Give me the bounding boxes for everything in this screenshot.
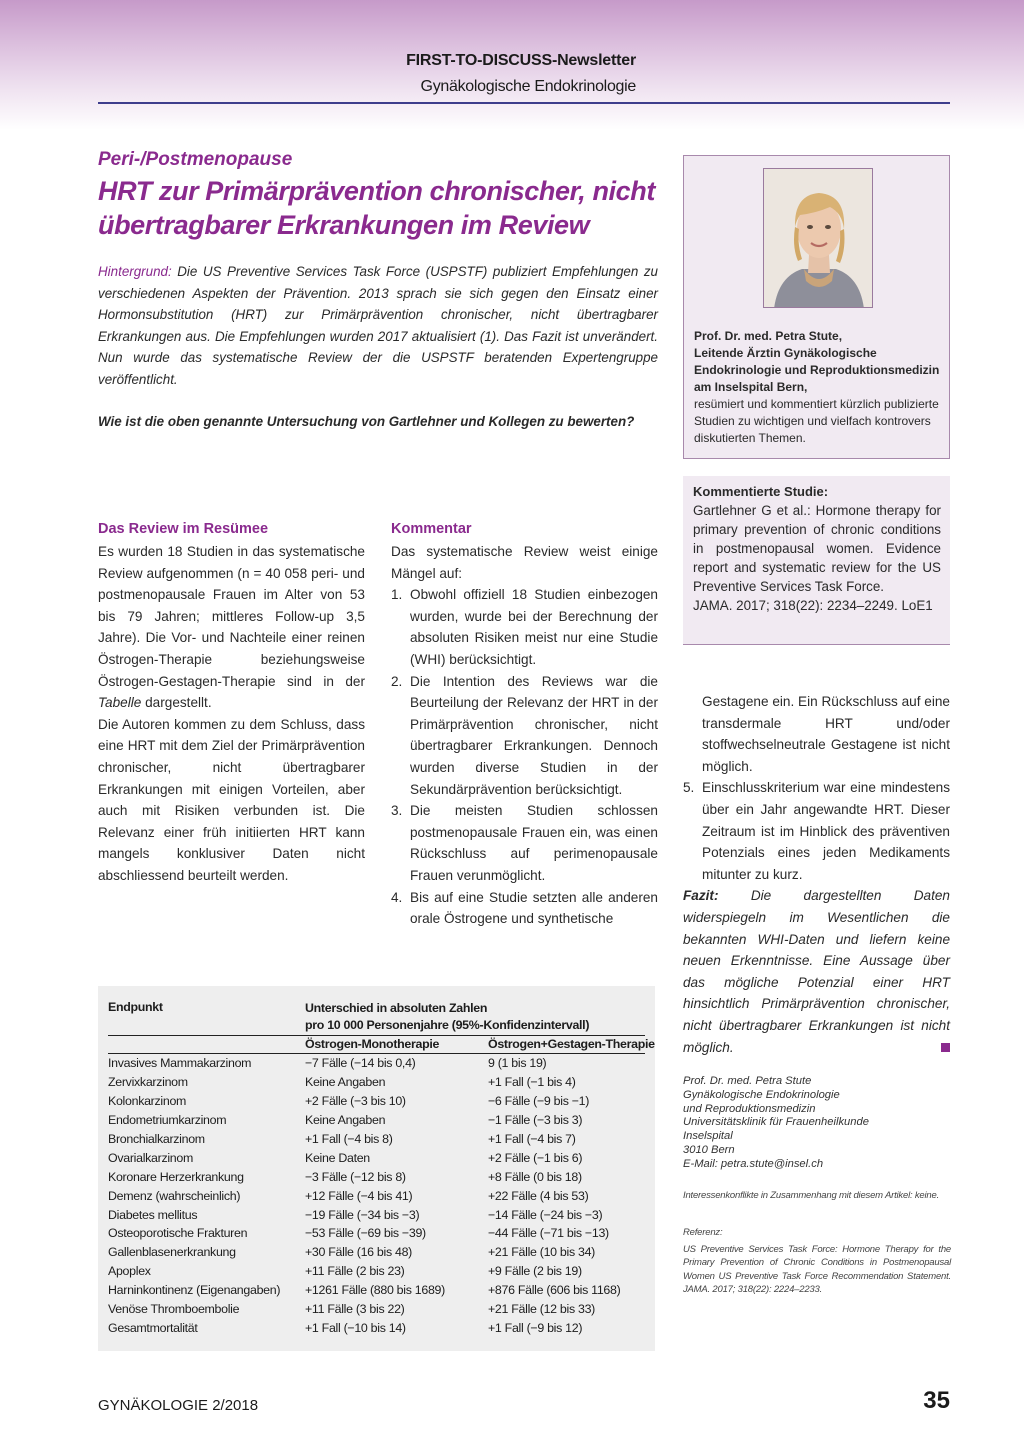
table-cell-endpoint: Venöse Thromboembolie: [108, 1302, 240, 1317]
table-cell-mono: +30 Fälle (16 bis 48): [305, 1245, 413, 1260]
table-cell-combo: +8 Fälle (0 bis 18): [488, 1169, 582, 1184]
sidebar-author-name: Prof. Dr. med. Petra Stute,: [694, 329, 843, 343]
table-cell-endpoint: Demenz (wahrscheinlich): [108, 1188, 241, 1203]
list-item: [683, 691, 950, 777]
author-email: E-Mail: petra.stute@insel.ch: [683, 1157, 824, 1170]
table-cell-combo: +876 Fälle (606 bis 1168): [488, 1283, 621, 1298]
table-row: [108, 1187, 645, 1206]
table-cell-combo: −44 Fälle (−71 bis −13): [488, 1226, 609, 1241]
review-column: [98, 519, 365, 887]
intro-text: Die US Preventive Services Task Force (USPSTF) publiziert Empfehlungen zu verschiedenen Aspekten der Prävention. 2013 sprach sie sich gegen den Einsatz einer Hormonsubstitution (HRT) zur Primärprävention chronischer, nicht übertragbarer Erkrankungen aus. Die Empfehlungen wurden 2017 aktualisiert (1). Das Fazit ist unverändert. Nun wurde das systematische Review der die USPSTF beratenden Expertengruppe veröffentlicht.: [98, 264, 658, 387]
comment-column-continued: [683, 691, 950, 1058]
table-row: [108, 1281, 645, 1300]
author-sidebar: [683, 155, 950, 459]
list-item: [391, 584, 658, 670]
table-cell-endpoint: Harninkontinenz (Eigenangaben): [108, 1283, 281, 1298]
table-cell-mono: +1 Fall (−4 bis 8): [305, 1131, 393, 1146]
table-row: [108, 1206, 645, 1225]
table-cell-combo: +21 Fälle (12 bis 33): [488, 1302, 596, 1317]
intro-label: Hintergrund:: [98, 264, 172, 279]
table-subheader-combo: Östrogen+Gestagen-Therapie: [488, 1037, 655, 1051]
table-cell-mono: −19 Fälle (−34 bis −3): [305, 1207, 420, 1222]
table-cell-mono: Keine Daten: [305, 1150, 370, 1165]
table-cell-mono: −53 Fälle (−69 bis −39): [305, 1226, 426, 1241]
conflict-statement: Interessenkonflikte in Zusammenhang mit diesem Artikel: keine.: [683, 1190, 940, 1201]
review-paragraph-1: [98, 541, 365, 714]
table-row: [108, 1319, 645, 1338]
list-text: Bis auf eine Studie setzten alle anderen orale Östrogene und synthetische: [410, 889, 658, 927]
table-row: [108, 1262, 645, 1281]
comment-heading: Kommentar: [391, 521, 472, 537]
table-cell-mono: Keine Angaben: [305, 1112, 386, 1127]
table-cell-combo: +21 Fälle (10 bis 34): [488, 1245, 596, 1260]
fazit-paragraph: [683, 885, 950, 1058]
table-cell-combo: −1 Fälle (−3 bis 3): [488, 1112, 583, 1127]
table-cell-mono: −3 Fälle (−12 bis 8): [305, 1169, 406, 1184]
page-number: 35: [923, 1387, 950, 1414]
headline-line-1: HRT zur Primärprävention chronischer, nicht: [98, 176, 655, 206]
lead-question: Wie ist die oben genannte Untersuchung von Gartlehner und Kollegen zu bewerten?: [98, 414, 635, 429]
list-text: Gestagene ein. Ein Rückschluss auf eine transdermale HRT und/oder stoffwechselneutrale Gestagene ist nicht möglich.: [702, 694, 950, 774]
fazit-text: Die dargestellten Daten widerspiegeln im Wesentlichen die bekannten WHI-Daten und liefern keine neuen Erkenntnisse. Eine Aussage über das mögliche Potenzial einer HRT hinsichtlich Primärprävention chronischer, nicht übertragbarer Erkrankungen ist nicht möglich.: [683, 888, 950, 1055]
comment-column: [391, 519, 658, 930]
table-cell-endpoint: Gesamtmortalität: [108, 1321, 198, 1336]
list-item: [391, 800, 658, 886]
reference-label: Referenz:: [683, 1227, 723, 1238]
table-cell-combo: −6 Fälle (−9 bis −1): [488, 1093, 590, 1108]
reference-block: [683, 1226, 951, 1297]
table-cell-mono: +1261 Fälle (880 bis 1689): [305, 1283, 445, 1298]
list-item: [683, 777, 950, 885]
review-p1-a: Es wurden 18 Studien in das systematische Review aufgenommen (n = 40 058 peri- und postmenopausale Frauen im Alter von 53 bis 79 Jahren; mittleres Follow-up 3,5 Jahre). Die Vor- und Nachteile einer reinen Östrogen-Therapie beziehungsweise Östrogen-Gestagen-Therapie sind in der: [98, 544, 365, 689]
table-cell-endpoint: Diabetes mellitus: [108, 1207, 198, 1222]
table-cell-combo: +1 Fall (−9 bis 12): [488, 1321, 583, 1336]
list-text: Die Intention des Reviews war die Beurteilung der Relevanz der HRT in der Primärprävention chronischer, nicht übertragbarer Erkrankungen. Dennoch wurden diverse Studien in der Sekundärprävention berücksichtigt.: [410, 673, 658, 797]
author-line-4: Inselspital: [683, 1130, 733, 1143]
table-cell-combo: −14 Fälle (−24 bis −3): [488, 1207, 603, 1222]
table-row: [108, 1224, 645, 1243]
results-table: [98, 986, 655, 1351]
list-number: 4.: [391, 889, 403, 905]
portrait-image: [764, 169, 873, 308]
list-text: Einschlusskriterium war eine mindestens über ein Jahr angewandte HRT. Dieser Zeitraum ist im Hinblick des präventiven Potenzials eines jeden Medikaments mitunter zu kurz.: [702, 780, 950, 882]
table-header-endpoint: Endpunkt: [108, 1000, 163, 1014]
table-cell-mono: +11 Fälle (2 bis 23): [305, 1264, 405, 1279]
table-body: [108, 1054, 645, 1338]
table-row: [108, 1130, 645, 1149]
table-row: [108, 1073, 645, 1092]
comment-list: [391, 584, 658, 930]
author-address: [683, 1075, 953, 1172]
newsletter-section: Gynäkologische Endokrinologie: [420, 78, 636, 95]
table-cell-endpoint: Endometriumkarzinom: [108, 1112, 227, 1127]
author-name: Prof. Dr. med. Petra Stute: [683, 1075, 812, 1087]
article-kicker: Peri-/Postmenopause: [98, 149, 293, 170]
table-cell-endpoint: Apoplex: [108, 1264, 151, 1279]
author-bio: [694, 328, 942, 447]
table-cell-endpoint: Bronchialkarzinom: [108, 1131, 205, 1146]
table-cell-combo: +2 Fälle (−1 bis 6): [488, 1150, 583, 1165]
table-row: [108, 1300, 645, 1319]
list-number: 2.: [391, 673, 403, 689]
table-cell-combo: +9 Fälle (2 bis 19): [488, 1264, 582, 1279]
table-cell-endpoint: Kolonkarzinom: [108, 1093, 187, 1108]
newsletter-title: FIRST-TO-DISCUSS-Newsletter: [406, 52, 636, 69]
author-line-5: 3010 Bern: [683, 1143, 735, 1156]
table-cell-mono: −7 Fälle (−14 bis 0,4): [305, 1056, 416, 1070]
table-cell-endpoint: Osteoporotische Frakturen: [108, 1226, 248, 1241]
comment-intro: Das systematische Review weist einige Mängel auf:: [391, 544, 658, 581]
list-number: 5.: [683, 780, 695, 796]
table-cell-endpoint: Ovarialkarzinom: [108, 1150, 194, 1165]
list-number: 3.: [391, 803, 403, 819]
review-p1-b: dargestellt.: [141, 695, 212, 711]
list-item: [391, 671, 658, 801]
table-cell-endpoint: Koronare Herzerkrankung: [108, 1169, 244, 1184]
table-rule: [108, 1035, 645, 1036]
author-portrait: [763, 168, 873, 308]
table-cell-endpoint: Gallenblasenerkrankung: [108, 1245, 236, 1260]
table-row: [108, 1243, 645, 1262]
table-subheader-mono: Östrogen-Monotherapie: [305, 1037, 440, 1051]
table-cell-endpoint: Zervixkarzinom: [108, 1074, 188, 1089]
table-header-difference: [305, 1000, 589, 1034]
footer-issue: GYNÄKOLOGIE 2/2018: [98, 1397, 259, 1414]
table-row: [108, 1111, 645, 1130]
table-cell-mono: Keine Angaben: [305, 1074, 386, 1089]
reference-text: US Preventive Services Task Force: Hormone Therapy for the Primary Prevention of Chronic Conditions in Postmenopausal Women US Preventive Task Force Recommendation Statement. JAMA. 2017; 318(22): 2224–2233.: [683, 1243, 951, 1295]
table-cell-combo: +1 Fall (−4 bis 7): [488, 1131, 576, 1146]
study-heading: Kommentierte Studie:: [693, 484, 829, 499]
study-citation: [693, 501, 941, 615]
intro-paragraph: [98, 261, 658, 390]
table-row: [108, 1149, 645, 1168]
author-line-3: Universitätsklinik für Frauenheilkunde: [683, 1116, 869, 1129]
table-cell-mono: +1 Fall (−10 bis 14): [305, 1321, 406, 1336]
sidebar-author-desc: resümiert und kommentiert kürzlich publizierte Studien zu wichtigen und vielfach kontrovers diskutierten Themen.: [694, 397, 939, 445]
review-heading: Das Review im Resümee: [98, 521, 269, 537]
table-cell-mono: +12 Fälle (−4 bis 41): [305, 1188, 413, 1203]
end-mark-icon: [941, 1043, 950, 1052]
table-header-line-1: Unterschied in absoluten Zahlen: [305, 1001, 488, 1015]
author-line-1: Gynäkologische Endokrinologie: [683, 1088, 840, 1101]
list-number: 1.: [391, 587, 403, 603]
study-citation-text: Gartlehner G et al.: Hormone therapy for primary prevention of chronic conditions in postmenopausal women. Evidence report and systematic review for the US Preventive Services Task Force.: [693, 503, 941, 594]
header-rule: [98, 102, 950, 104]
table-row: [108, 1054, 645, 1073]
table-cell-mono: +11 Fälle (3 bis 22): [305, 1302, 405, 1317]
list-text: Obwohl offiziell 18 Studien einbezogen wurden, wurde bei der Berechnung der absoluten Risiken meist nur eine Studie (WHI) berücksichtigt.: [410, 587, 658, 667]
commented-study-box: [683, 476, 950, 645]
headline-line-2: übertragbarer Erkrankungen im Review: [98, 210, 590, 240]
table-cell-combo: +22 Fälle (4 bis 53): [488, 1188, 589, 1203]
sidebar-author-role: Leitende Ärztin Gynäkologische Endokrinologie und Reproduktionsmedizin am Inselspital Bern,: [694, 346, 940, 394]
table-cell-combo: +1 Fall (−1 bis 4): [488, 1074, 576, 1089]
review-p1-em: Tabelle: [98, 695, 142, 711]
table-cell-combo: 9 (1 bis 19): [488, 1056, 547, 1070]
table-header-line-2: pro 10 000 Personenjahre (95%-Konfidenzintervall): [305, 1018, 590, 1032]
table-cell-endpoint: Invasives Mammakarzinom: [108, 1056, 252, 1070]
list-text: Die meisten Studien schlossen postmenopausale Frauen ein, was einen Rückschluss auf perimenopausale Frauen verunmöglicht.: [410, 803, 658, 883]
table-row: [108, 1168, 645, 1187]
author-line-2: und Reproduktionsmedizin: [683, 1102, 816, 1115]
table-row: [108, 1092, 645, 1111]
fazit-label: Fazit:: [683, 888, 719, 904]
article-headline: [98, 174, 658, 242]
review-paragraph-2: Die Autoren kommen zu dem Schluss, dass eine HRT mit dem Ziel der Primärprävention chronischer, nicht übertragbarer Erkrankungen mit einigen Vorteilen, aber auch mit Risiken verbunden ist. Die Relevanz einer früh initiierten HRT kann mangels konklusiver Daten nicht abschliessend beurteilt werden.: [98, 716, 365, 883]
study-journal: JAMA. 2017; 318(22): 2234–2249. LoE1: [693, 598, 933, 613]
comment-list-continued: [683, 691, 950, 885]
list-item: [391, 887, 658, 930]
table-cell-mono: +2 Fälle (−3 bis 10): [305, 1093, 406, 1108]
